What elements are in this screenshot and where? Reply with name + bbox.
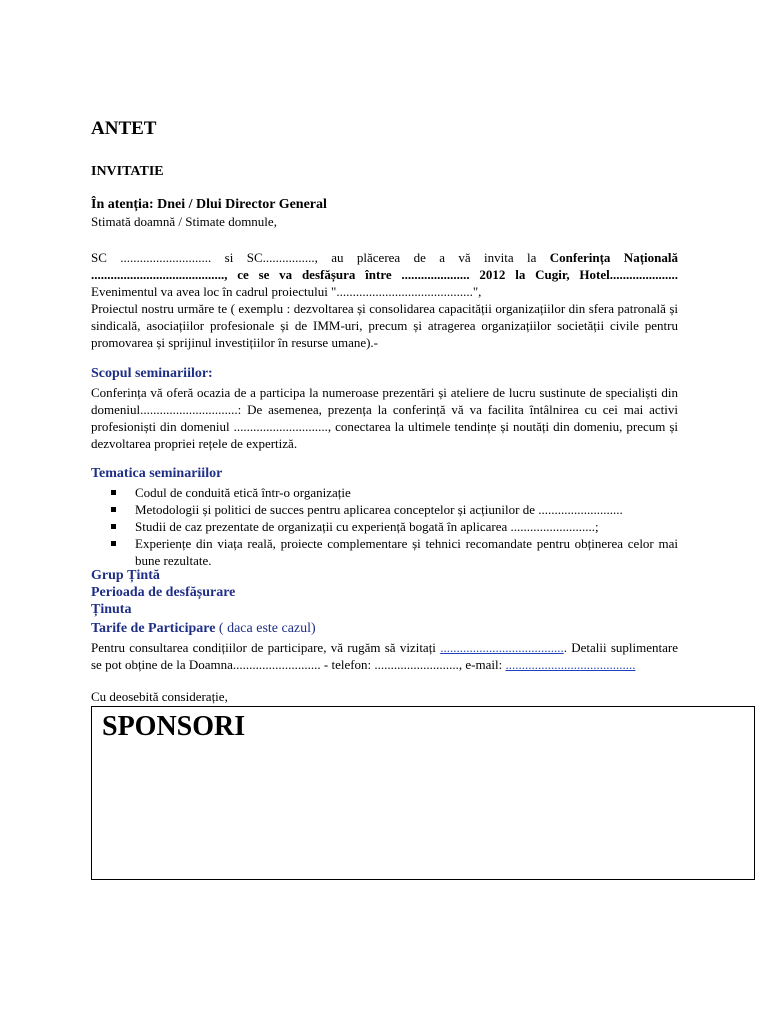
fees-heading-label: Tarife de Participare bbox=[91, 621, 216, 636]
conference-details: Conferința Națională ........................................., ce se va desfășura între ..................... 2012 la Cugir, Hotel..................... bbox=[91, 250, 678, 282]
topics-heading: Tematica seminariilor bbox=[91, 466, 223, 481]
bullet-icon bbox=[111, 524, 116, 529]
target-group-heading: Grup Țintă bbox=[91, 568, 160, 583]
intro-text-2: Evenimentul va avea loc în cadrul proiectului "..........................................", bbox=[91, 284, 482, 299]
scope-heading: Scopul seminariilor: bbox=[91, 366, 213, 381]
bullet-icon bbox=[111, 507, 116, 512]
dress-code-heading: Ținuta bbox=[91, 602, 132, 617]
fees-heading-note: ( daca este cazul) bbox=[218, 621, 316, 636]
list-item: Studii de caz prezentate de organizații cu experiență bogată în aplicarea ..........................; bbox=[91, 518, 678, 535]
sponsors-box bbox=[91, 706, 755, 880]
list-item: Metodologii și politici de succes pentru aplicarea conceptelor și acțiunilor de .......................... bbox=[91, 501, 678, 518]
sponsors-title: SPONSORI bbox=[102, 711, 246, 742]
website-link[interactable]: ...................................... bbox=[440, 640, 564, 655]
fees-paragraph: Pentru consultarea condițiilor de participare, vă rugăm să vizitați ....................................... Detalii suplimentare se pot obține de la Doamna........................... - telefon: .........................., e-mail: ........................................ bbox=[91, 640, 678, 672]
list-item: Experiențe din viața reală, proiecte complementare și tehnici recomandate pentru obținerea celor mai bune rezultate. bbox=[91, 535, 678, 569]
greeting: Stimată doamnă / Stimate domnule, bbox=[91, 214, 277, 229]
letterhead-title: ANTET bbox=[91, 118, 157, 139]
bullet-icon bbox=[111, 541, 116, 546]
fees-heading bbox=[91, 621, 316, 637]
email-link[interactable]: ........................................ bbox=[505, 657, 636, 672]
period-heading: Perioada de desfășurare bbox=[91, 585, 236, 600]
intro-text-1: SC ............................ si SC................, au plăcerea de a vă invita la bbox=[91, 250, 550, 265]
bullet-icon bbox=[111, 490, 116, 495]
attention-line: În atenția: Dnei / Dlui Director General bbox=[91, 197, 327, 212]
document-type: INVITATIE bbox=[91, 164, 164, 179]
scope-paragraph: Conferința vă oferă ocazia de a participa la numeroase prezentări și ateliere de lucru sustinute de specialiști din domeniul..............................: De asemenea, prezența la conferință vă va facilita întâlnirea cu cei mai activi profesioniști din domeniul ............................., conectarea la ultimele tendințe și noutăți din domeniu, precum și dezvoltarea propriei rețele de expertiză. bbox=[91, 385, 678, 451]
project-description: Proiectul nostru urmăre te ( exemplu : dezvoltarea și consolidarea capacității organizațiilor din sfera patronală și sindicală, asociațiilor profesionale și de IMM-uri, precum și atragerea organizațiilor societății civile pentru promovarea și sprijinul investițiilor în resurse umane).- bbox=[91, 301, 678, 350]
list-item: Codul de conduită etică într-o organizație bbox=[91, 484, 678, 501]
topics-list bbox=[91, 484, 678, 569]
closing-line: Cu deosebită considerație, bbox=[91, 689, 228, 704]
intro-paragraph bbox=[91, 249, 678, 351]
